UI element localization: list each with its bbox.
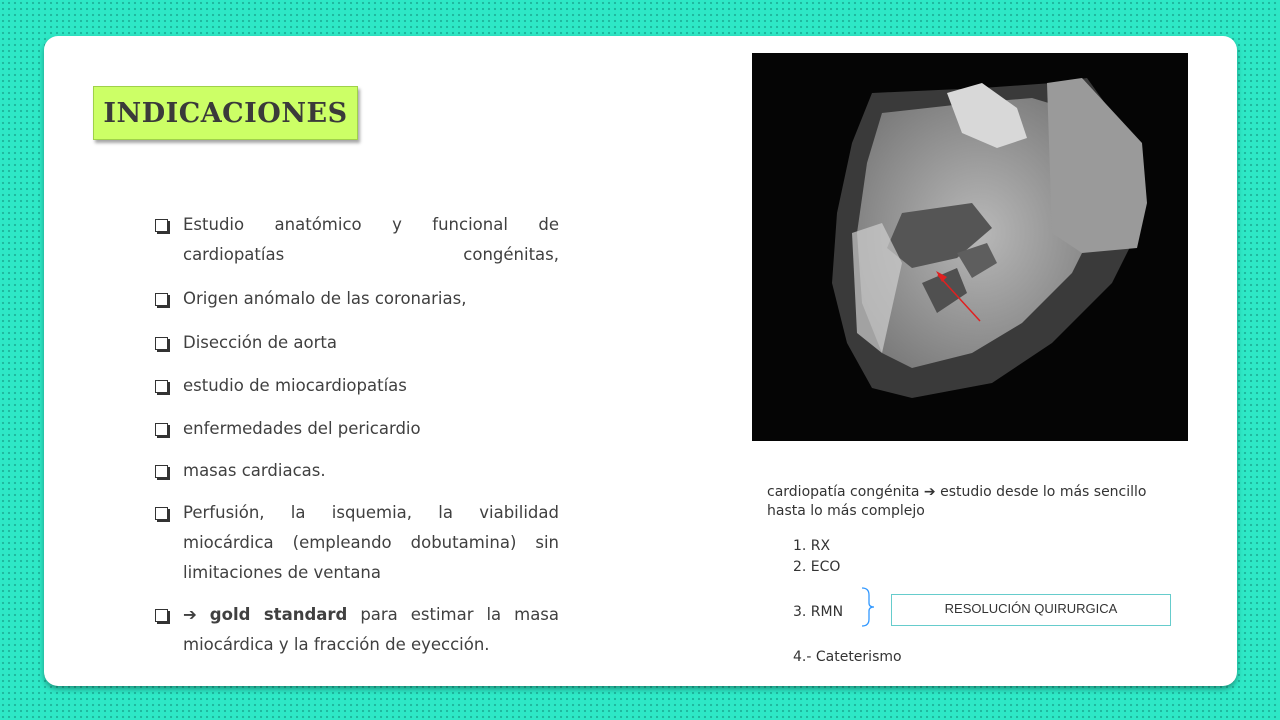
caption-text: cardiopatía congénita ➔ estudio desde lo más sencillo hasta lo más complejo xyxy=(767,484,1147,519)
step-4: 4.- Cateterismo xyxy=(793,649,902,665)
list-item: masas cardiacas. xyxy=(155,456,559,486)
list-item: Origen anómalo de las coronarias, xyxy=(155,284,559,314)
checkbox-square-icon xyxy=(155,219,168,232)
checkbox-square-icon xyxy=(155,337,168,350)
checkbox-square-icon xyxy=(155,507,168,520)
list-item: Perfusión, la isquemia, la viabilidad miocárdica (empleando dobutamina) sin limitaciones de ventana xyxy=(155,498,559,588)
right-arrow-icon: ➔ xyxy=(923,484,936,500)
indication-list xyxy=(155,210,559,660)
checkbox-square-icon xyxy=(155,380,168,393)
list-item: Disección de aorta xyxy=(155,328,559,358)
checkbox-square-icon xyxy=(155,609,168,622)
list-item: enfermedades del pericardio xyxy=(155,414,559,444)
ct-heart-scan-image xyxy=(752,53,1188,441)
gold-standard-text: gold standard xyxy=(209,605,348,624)
slide-title: INDICACIONES xyxy=(93,86,358,140)
surgical-resolution-box: RESOLUCIÓN QUIRURGICA xyxy=(891,594,1171,626)
checkbox-square-icon xyxy=(155,465,168,478)
list-item: estudio de miocardiopatías xyxy=(155,371,559,401)
step-2: 2. ECO xyxy=(793,559,841,575)
curly-bracket-icon xyxy=(860,587,876,627)
checkbox-square-icon xyxy=(155,293,168,306)
list-item: ➔ gold standard para estimar la masa miocárdica y la fracción de eyección. xyxy=(155,600,559,660)
checkbox-square-icon xyxy=(155,423,168,436)
list-item: Estudio anatómico y funcional de cardiopatías congénitas, xyxy=(155,210,559,270)
step-1: 1. RX xyxy=(793,538,831,554)
right-arrow-icon: ➔ xyxy=(183,605,197,624)
step-3: 3. RMN xyxy=(793,604,844,620)
